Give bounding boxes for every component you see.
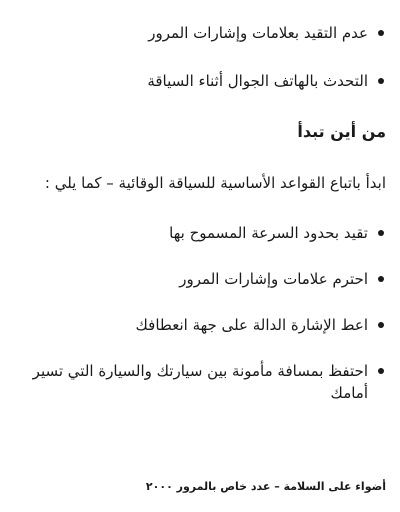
intro-paragraph: ابدأ باتباع القواعد الأساسية للسياقة الوقائية – كما يلي : [44, 174, 386, 192]
bullet-icon [378, 276, 384, 282]
list-item [0, 268, 400, 290]
list-item [0, 22, 400, 44]
list-item [0, 222, 400, 244]
list-item [0, 314, 400, 336]
bullet-icon [378, 78, 384, 84]
bullet-icon [378, 368, 384, 374]
list-item-text: عدم التقيد بعلامات وإشارات المرور [148, 24, 368, 42]
list-item-text: احترم علامات وإشارات المرور [179, 270, 368, 288]
bullet-icon [378, 30, 384, 36]
page-footer: أضواء على السلامة – عدد خاص بالمرور ٢٠٠٠ [145, 480, 386, 493]
bullet-icon [378, 322, 384, 328]
list-item-text: التحدث بالهاتف الجوال أثناء السياقة [147, 72, 368, 90]
rules-list [0, 222, 400, 404]
list-item-text: احتفظ بمسافة مأمونة بين سيارتك والسيارة التي تسير أمامك [32, 362, 368, 402]
list-item-text: تقيد بحدود السرعة المسموح بها [169, 224, 368, 242]
section-heading: من أين تبدأ [297, 122, 386, 141]
bullet-icon [378, 230, 384, 236]
risk-list [0, 22, 400, 118]
list-item-text: اعط الإشارة الدالة على جهة انعطافك [135, 316, 368, 334]
list-item [0, 70, 400, 92]
list-item [0, 360, 400, 404]
